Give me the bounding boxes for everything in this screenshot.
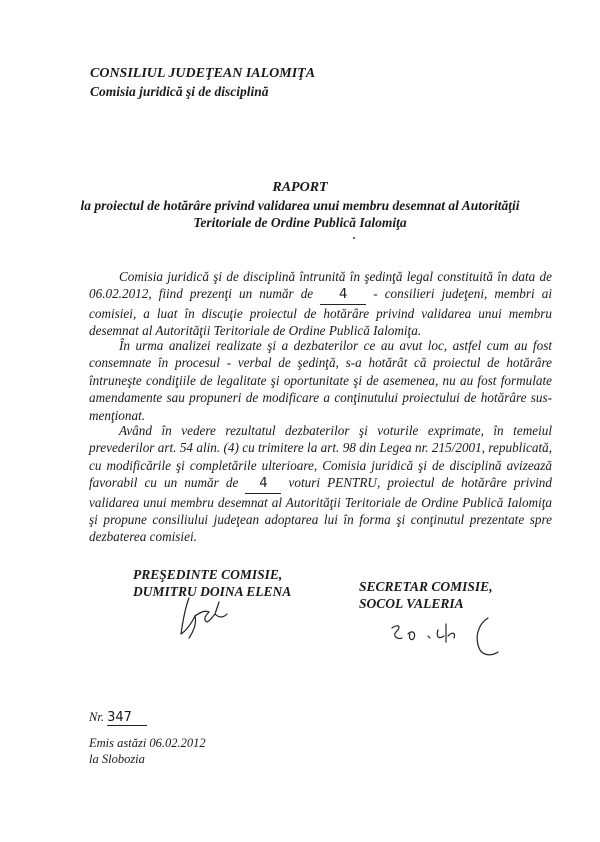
p3-text-start: Având în vedere rezultatul dezbaterilor şi voturile exprimate, în temeiul prevederilor art. 54 alin. (4) cu trimitere la art. 98 din Legea nr. 215/2001, republicată, cu modificările şi completările ulterioare, Comisia juridică şi de disciplină avizează favorabil cu un număr de <box>89 423 552 491</box>
secretary-signature-block <box>359 578 493 612</box>
report-subtitle-line2: Teritoriale de Ordine Publică Ialomiţa <box>193 215 407 230</box>
p1-text-start: Comisia juridică şi de disciplină întrunită în şedinţă legal constituită în data de 06.02.2012, fiind prezenţi un număr de <box>89 269 552 302</box>
president-name: DUMITRU DOINA ELENA <box>133 584 292 599</box>
institution-name: CONSILIUL JUDEŢEAN IALOMIŢA <box>90 66 316 81</box>
report-heading: RAPORT <box>272 180 328 195</box>
report-subtitle-line1: la proiectul de hotărâre privind validarea unui membru desemnat al Autorităţii <box>80 198 520 213</box>
nr-label: Nr. <box>89 710 104 724</box>
issued-date: Emis astăzi 06.02.2012 <box>89 736 206 750</box>
president-handwritten-signature <box>175 594 235 647</box>
handwritten-vote-count: 4 <box>245 475 281 493</box>
handwritten-member-count: 4 <box>320 286 366 304</box>
stray-dot <box>353 237 355 239</box>
secretary-name: SOCOL VALERIA <box>359 596 464 611</box>
report-title-block <box>60 179 540 231</box>
p1-text-end: - consilieri judeţeni, membri ai comisiei, a luat în discuţie proiectul de hotărâre privind validarea unui membru desemnat al Autorităţii Teritoriale de Ordine Publică Ialomiţa. <box>89 286 552 339</box>
p3-text-end: voturi PENTRU, proiectul de hotărâre privind validarea unui membru desemnat al Autorităţii Teritoriale de Ordine Publică Ialomiţa şi propune consiliului judeţean adoptarea lui în forma şi conţinutul prezentate spre dezbaterea comisiei. <box>89 475 552 545</box>
registration-number <box>89 710 147 726</box>
paragraph-1 <box>89 268 552 340</box>
handwritten-registration-number: 347 <box>107 710 147 726</box>
president-title: PREŞEDINTE COMISIE, <box>133 567 283 582</box>
secretary-handwritten-signature <box>388 610 508 665</box>
secretary-title: SECRETAR COMISIE, <box>359 579 493 594</box>
issued-location: la Slobozia <box>89 752 145 766</box>
paragraph-2 <box>89 337 552 424</box>
p2-text: În urma analizei realizate şi a dezbaterilor ce au avut loc, astfel cum au fost consemnate în procesul - verbal de şedinţă, s-a hotărât că proiectul de hotărâre întruneşte condiţiile de legalitate şi oportunitate şi de asemenea, nu au fost formulate amendamente sau propuneri de modificare a conţinutului proiectului de hotărâre sus-menţionat. <box>89 338 552 423</box>
commission-name: Comisia juridică şi de disciplină <box>90 84 269 99</box>
paragraph-3 <box>89 422 552 546</box>
